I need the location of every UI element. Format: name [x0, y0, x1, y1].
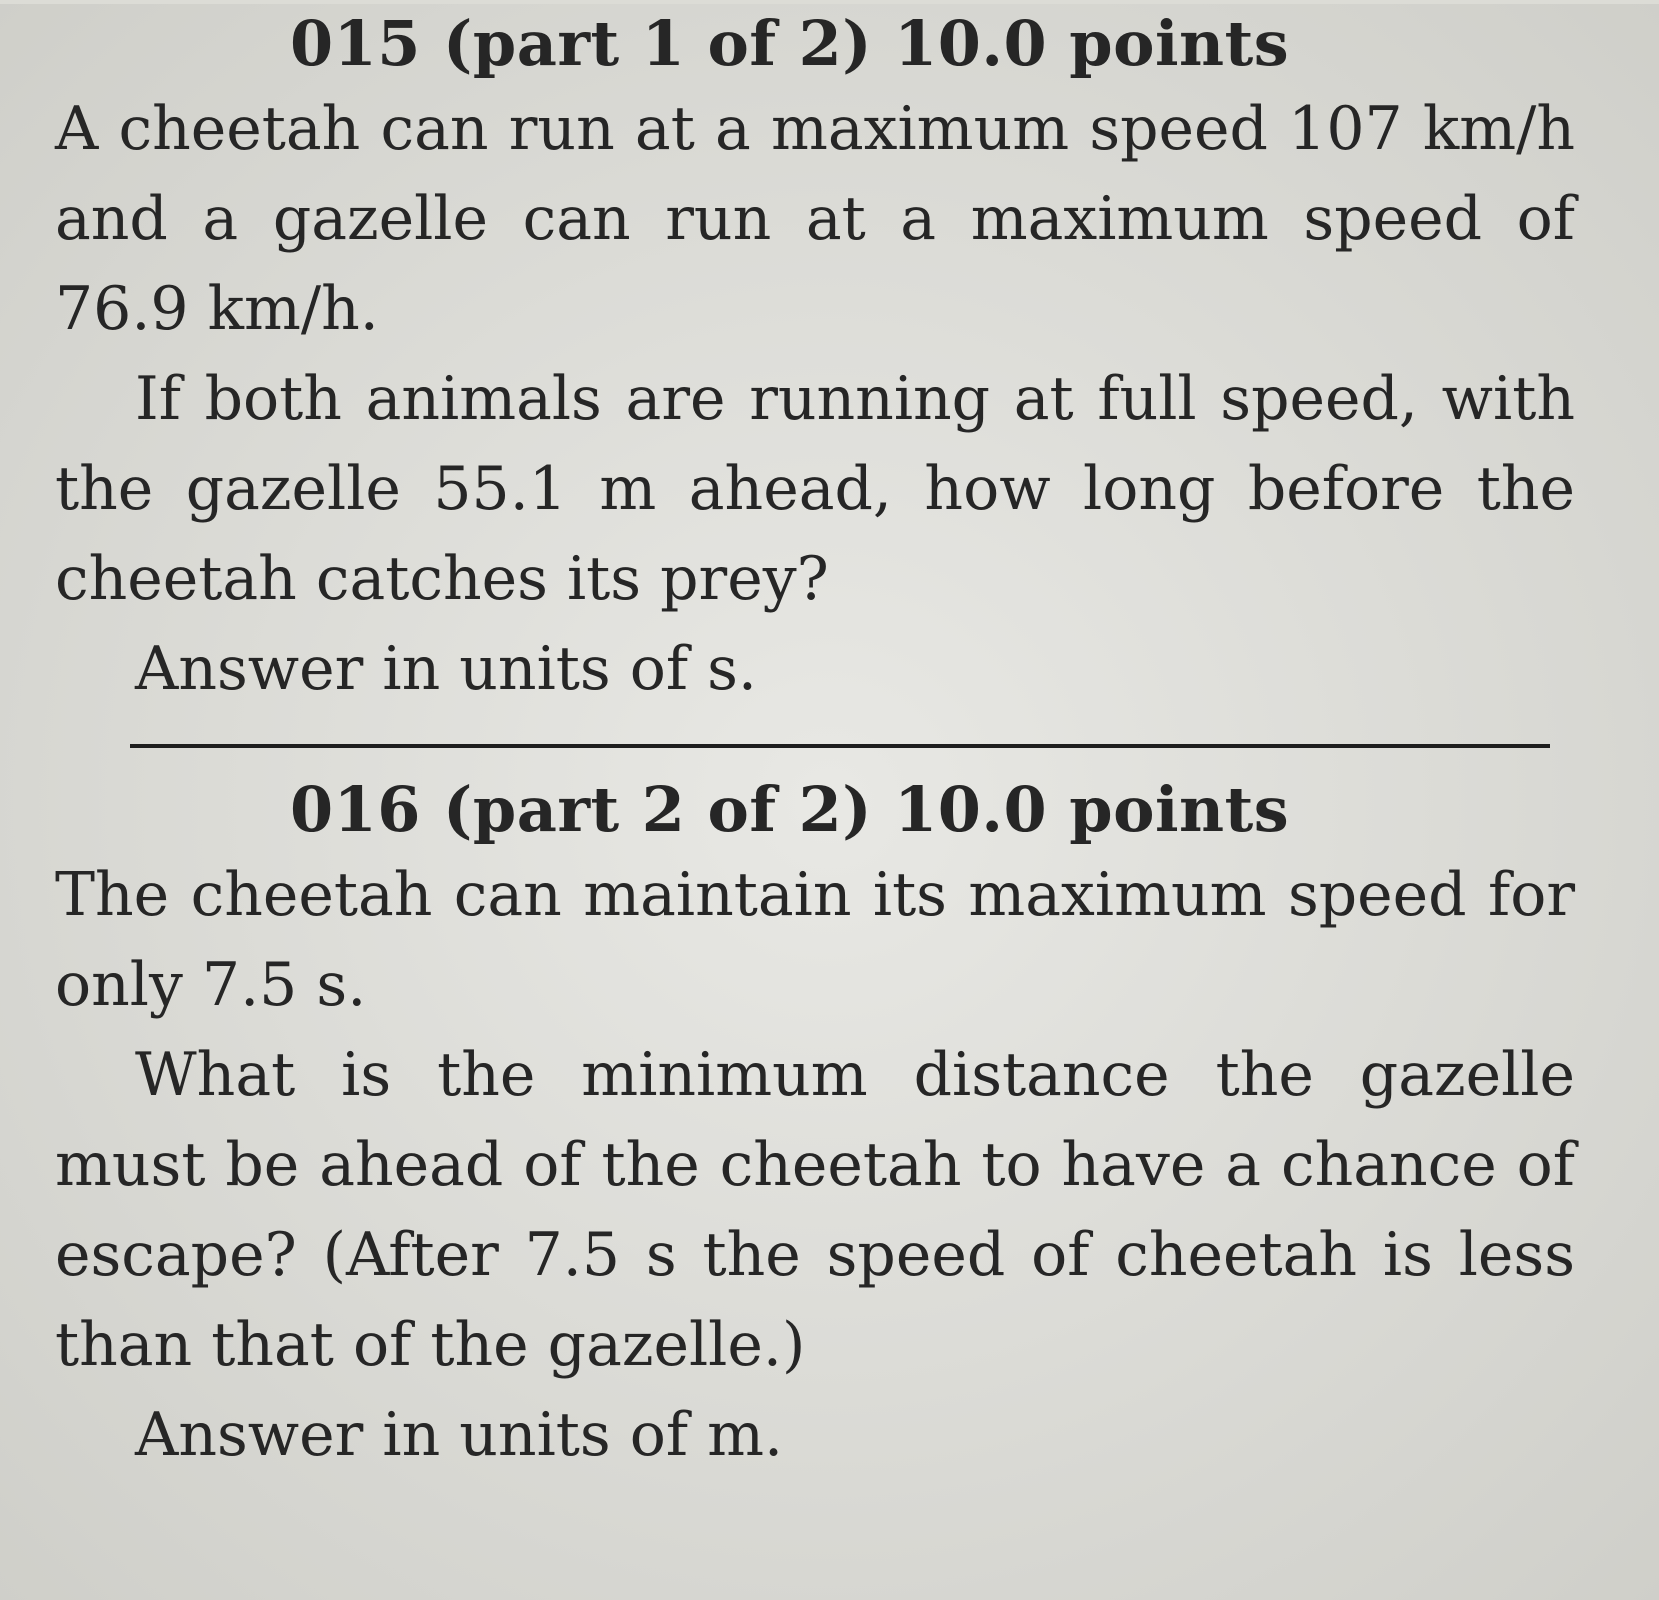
problem-015-question: If both animals are running at full speed, with the gazelle 55.1 m ahead, how long before the cheetah catches its prey? — [55, 364, 1575, 614]
problem-016-statement: The cheetah can maintain its maximum speed for only 7.5 s. — [55, 860, 1575, 1020]
problem-015-heading: 015 (part 1 of 2) 10.0 points — [290, 7, 1290, 80]
problem-016 — [55, 770, 1575, 1480]
problem-016-answer-units: Answer in units of m. — [135, 1400, 784, 1470]
problem-016-heading: 016 (part 2 of 2) 10.0 points — [290, 773, 1290, 846]
problem-016-question: What is the minimum distance the gazelle must be ahead of the cheetah to have a chance of escape? (After 7.5 s the speed of cheetah is less than that of the gazelle.) — [55, 1040, 1575, 1380]
problem-015 — [55, 4, 1575, 714]
problem-015-statement: A cheetah can run at a maximum speed 107 km/h and a gazelle can run at a maximum speed of 76.9 km/h. — [55, 94, 1575, 344]
answer-separator-line — [130, 744, 1550, 748]
problem-015-answer-units: Answer in units of s. — [135, 634, 758, 704]
worksheet-page — [0, 4, 1659, 1600]
